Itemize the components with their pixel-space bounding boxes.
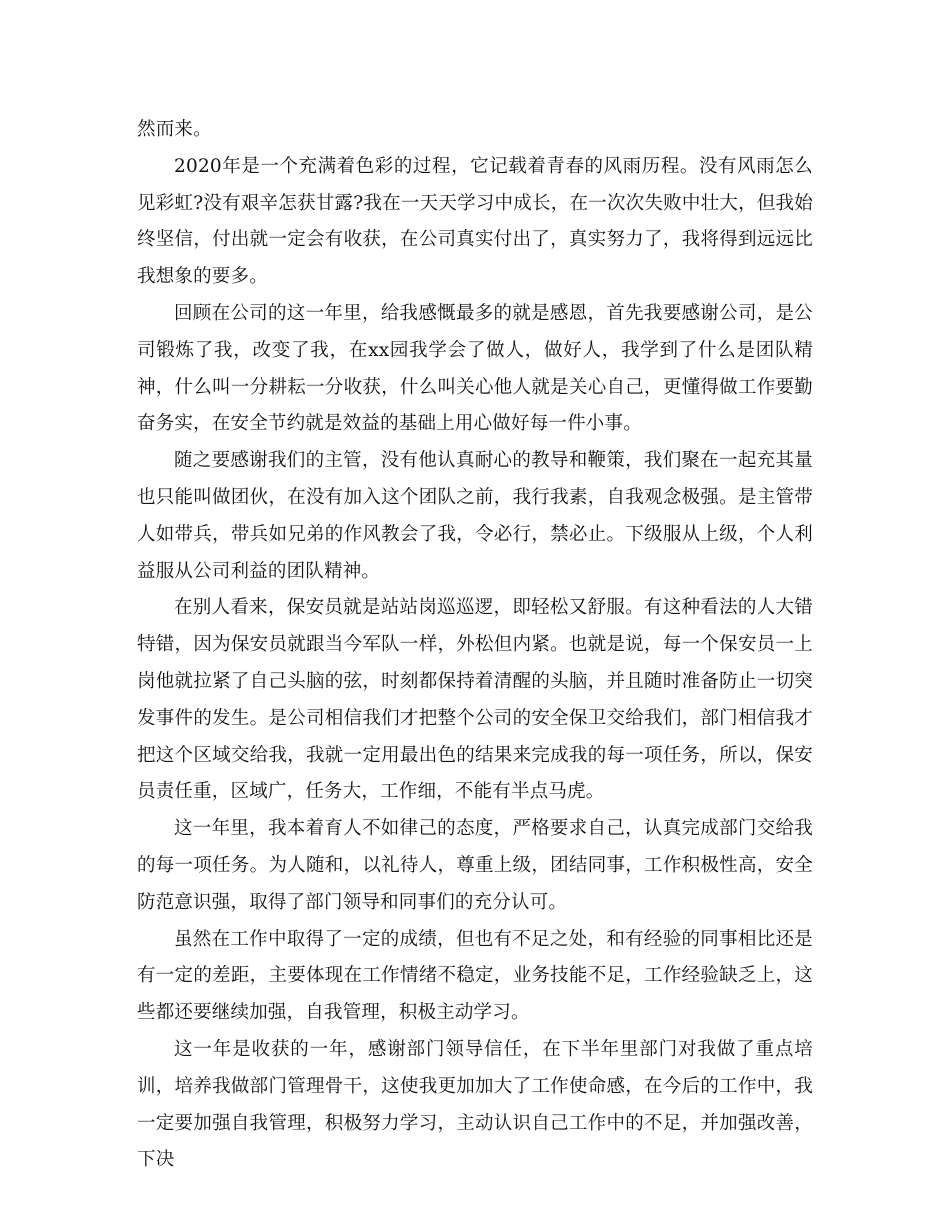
paragraph-self-discipline: 这一年里，我本着育人不如律己的态度，严格要求自己，认真完成部门交给我的每一项任务。为人随和，以礼待人，尊重上级，团结同事，工作积极性高，安全防范意识强，取得了部门领导和同事们的充分认可。	[137, 818, 813, 913]
document-body	[137, 112, 813, 1179]
paragraph-gratitude-company: 回顾在公司的这一年里，给我感慨最多的就是感恩，首先我要感谢公司，是公司锻炼了我，改变了我，在xx园我学会了做人，做好人，我学到了什么是团队精神，什么叫一分耕耘一分收获，什么叫关心他人就是关心自己，更懂得做工作要勤奋务实，在安全节约就是效益的基础上用心做好每一件小事。	[137, 302, 813, 435]
paragraph-2020-overview: 2020年是一个充满着色彩的过程，它记载着青春的风雨历程。没有风雨怎么见彩虹?没有艰辛怎获甘露?我在一天天学习中成长，在一次次失败中壮大，但我始终坚信，付出就一定会有收获，在公司真实付出了，真实努力了，我将得到远远比我想象的要多。	[137, 155, 813, 288]
paragraph-continuation: 然而来。	[137, 119, 212, 140]
paragraph-gratitude-supervisor: 随之要感谢我们的主管，没有他认真耐心的教导和鞭策，我们聚在一起充其量也只能叫做团伙，在没有加入这个团队之前，我行我素，自我观念极强。是主管带人如带兵，带兵如兄弟的作风教会了我，令必行，禁必止。下级服从上级，个人利益服从公司利益的团队精神。	[137, 450, 813, 582]
paragraph-security-duty: 在别人看来，保安员就是站站岗巡巡逻，即轻松又舒服。有这种看法的人大错特错，因为保安员就跟当今军队一样，外松但内紧。也就是说，每一个保安员一上岗他就拉紧了自己头脑的弦，时刻都保持着清醒的头脑，并且随时准备防止一切突发事件的发生。是公司相信我们才把整个公司的安全保卫交给我们，部门相信我才把这个区域交给我，我就一定用最出色的结果来完成我的每一项任务，所以，保安员责任重，区域广，任务大，工作细，不能有半点马虎。	[137, 597, 813, 803]
paragraph-shortcomings: 虽然在工作中取得了一定的成绩，但也有不足之处，和有经验的同事相比还是有一定的差距，主要体现在工作情绪不稳定，业务技能不足，工作经验缺乏上，这些都还要继续加强，自我管理，积极主动学习。	[137, 928, 813, 1024]
paragraph-harvest-year: 这一年是收获的一年，感谢部门领导信任，在下半年里部门对我做了重点培训，培养我做部门管理骨干，这使我更加加大了工作使命感，在今后的工作中，我一定要加强自我管理，积极努力学习，主动认识自己工作中的不足，并加强改善，下决	[137, 1038, 813, 1171]
